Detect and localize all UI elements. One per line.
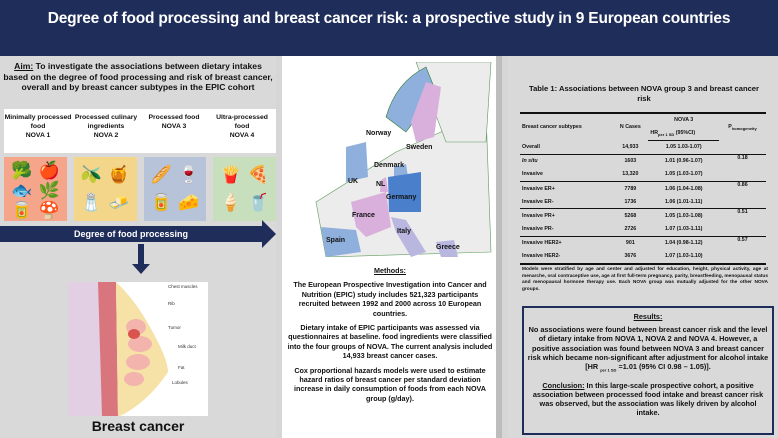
table-row [520,195,766,209]
hr-sub: per 1 SD [658,131,675,137]
food-tiles [4,157,276,221]
label-chest-muscles: Chest muscles [168,284,198,289]
label-tumor: Tumor [168,325,181,330]
food-icon: 🍄 [38,201,60,220]
cell-p: 0.86 [719,181,766,195]
map-label-nl: NL [376,181,386,188]
breast-cancer-title: Breast cancer [91,418,185,434]
nova-category-2 [72,109,140,153]
cell-subtype: Overall [522,143,540,150]
results-text-2: =1.01 (95% CI 0.98 – 1.05)]. [616,362,711,372]
food-tile-nova-1 [4,157,67,221]
cell-n: 13,320 [622,171,639,178]
cell-n: 1736 [624,198,637,205]
cell-p [719,250,766,264]
cell-n: 14,933 [622,143,639,150]
cell-n: 7789 [612,181,648,195]
category-name: Minimally processed food [4,114,72,130]
conclusion-body: In this large-scale prospective cohort, a positive association between processed food intake and breast cancer risk was observed, but the association was likely driven by alcohol intake. [532,380,764,418]
food-icon: 🌿 [38,181,60,200]
processing-arrow: Degree of food processing [0,226,262,242]
table-row [520,140,766,154]
map-label-greece: Greece [436,244,460,251]
conclusion-text [527,381,769,418]
methods-text [286,266,494,408]
breast-diagram [68,282,208,416]
cell-n: 901 [612,236,648,250]
table-row [520,168,766,182]
col-subtype: Breast cancer subtypes [520,113,612,140]
results-text-1: No associations were found between breast cancer risk and the level of dietary intake from NOVA 1, NOVA 2 and NOVA 4. However, a positive association was found between NOVA 3 and breast cancer risk which became non-significant after adjustment for alcohol intake [HR [527,325,769,372]
nova-category-4 [208,109,276,153]
results-table [520,112,766,265]
cell-subtype: In situ [520,154,612,168]
table-row [520,223,766,237]
aim-panel [0,56,276,438]
cell-p [719,140,766,154]
cell-hr: 1.06 (1.04-1.08) [648,181,719,195]
food-icon: 🐟 [11,181,33,200]
cell-hr: 1.05 (1.03-1.08) [648,209,719,223]
cell-hr: 1.05 1.03-1.07) [665,144,702,151]
cell-subtype: Invasive [522,171,543,178]
food-icon: 🍟 [220,165,242,184]
food-icon: 🥦 [11,161,33,180]
map-label-france: France [352,212,375,219]
cell-p [719,195,766,209]
cell-subtype: Invasive ER- [522,198,554,205]
table-row [520,236,766,250]
table-notes: Models were stratified by age and center and adjusted for education, height, physical activity, age at menarche, oral contraceptive use, age at first full-term pregnancy, parity, breastfeeding, menopausal status and menopausal hormone therapy use. Each NOVA group was mutually adjusted for the other NOVA groups. [522,267,768,292]
category-group: NOVA 3 [161,123,187,130]
methods-paragraph: Dietary intake of EPIC participants was assessed via questionnaires at baseline. food ingredients were classified into the four groups of NOVA. The current analysis included 14,933 breast cancer cases. [287,323,493,361]
aim-label: Aim: [14,61,34,71]
category-name: Processed food [148,114,200,121]
table-row [520,209,766,223]
food-icon: 🧈 [108,193,130,212]
cell-n: 3676 [612,250,648,264]
results-panel [508,56,778,438]
label-milk-duct: Milk duct [178,344,196,349]
food-icon: 🫒 [80,165,103,184]
results-box [522,306,774,435]
map-label-italy: Italy [397,228,412,235]
label-rib: Rib [168,301,175,306]
results-sub: per 1 SD [600,367,617,373]
cell-hr: 1.04 (0.98-1.12) [648,236,719,250]
map-label-spain: Spain [326,237,346,244]
cell-subtype: Invasive PR+ [520,209,612,223]
cell-p: 0.51 [719,209,766,223]
cell-p: 0.57 [719,236,766,250]
arrow-head-icon [262,220,276,248]
hr-label: HR [650,129,659,136]
cell-p: 0.18 [719,154,766,168]
poster-title: Degree of food processing and breast cancer risk: a prospective study in 9 European countries [0,0,778,56]
conclusion-label: Conclusion: [542,380,585,390]
food-icon: 🍕 [247,165,269,184]
p-sub: homogeneity [731,125,757,131]
category-name: Ultra-processed food [216,114,268,130]
label-lobules: Lobules [172,380,188,385]
food-icon: 🍷 [177,165,200,184]
cell-hr: 1.06 (1.01-1.11) [664,198,703,205]
results-text [527,325,769,374]
map-label-denmark: Denmark [374,162,404,169]
category-group: NOVA 2 [93,132,119,139]
methods-panel [282,56,502,438]
table-row [520,154,766,168]
table-title: Table 1: Associations between NOVA group 3 and breast cancer risk [529,84,759,103]
nova-categories [4,109,276,153]
cell-hr: 1.07 (1.03-1.10) [648,250,719,264]
cell-n: 1603 [612,154,648,168]
food-icon: 🥫 [11,201,33,220]
cell-p [719,168,766,182]
category-name: Processed culinary ingredients [74,114,138,130]
methods-paragraph: The European Prospective Investigation into Cancer and Nutrition (EPIC) study includes 521,323 participants recruited between 1992 and 2000 across 10 European countries. [293,280,487,318]
food-icon: 🥤 [247,193,269,212]
nova-category-1 [4,109,72,153]
map-label-uk: UK [348,178,359,185]
col-hr [648,127,719,141]
food-tile-nova-3 [144,157,207,221]
breast-anatomy-illustration [68,282,208,416]
cell-n: 5268 [612,209,648,223]
down-arrow-head-icon [132,264,150,274]
cell-subtype: Invasive HER2+ [520,236,612,250]
cell-hr: 1.07 (1.03-1.11) [664,226,703,233]
category-group: NOVA 1 [25,132,51,139]
map-label-sweden: Sweden [406,144,433,151]
cell-p [719,223,766,237]
food-icon: 🍦 [220,193,242,212]
methods-title: Methods: [374,266,406,275]
down-arrow-icon [138,244,144,266]
cell-hr: 1.01 (0.96-1.07) [648,154,719,168]
col-nova3: NOVA 3 [648,113,719,127]
map-label-norway: Norway [366,130,392,137]
food-icon: 🧀 [177,193,200,212]
cell-subtype: Invasive PR- [522,226,554,233]
food-icon: 🥫 [150,193,172,212]
food-icon: 🍎 [38,161,60,180]
nova-category-3 [140,109,208,153]
results-title: Results: [633,312,663,321]
col-p-homogeneity [719,113,766,140]
category-group: NOVA 4 [229,132,255,139]
food-icon: 🍯 [108,165,130,184]
cell-subtype: Invasive HER2- [520,250,612,264]
cell-subtype: Invasive ER+ [520,181,612,195]
aim-body: To investigate the associations between dietary intakes based on the degree of food processing and risk of breast cancer, overall and by breast cancer subtypes in the EPIC cohort [3,61,273,92]
food-tile-nova-4 [213,157,276,221]
cell-hr: 1.05 (1.03-1.07) [664,171,703,178]
europe-map [286,62,496,257]
food-tile-nova-2 [74,157,137,221]
label-fat: Fat [178,365,185,370]
p-label: P [728,123,732,130]
aim-text [2,61,274,93]
map-label-germany: Germany [386,194,417,201]
food-icon: 🧂 [80,193,103,212]
col-n-cases: N Cases [612,113,648,140]
cell-n: 2726 [624,226,637,233]
table-row [520,181,766,195]
hr-ci: (95%CI) [674,129,696,136]
food-icon: 🥖 [150,165,172,184]
map-shapes [286,62,496,257]
table-row [520,250,766,264]
methods-paragraph: Cox proportional hazards models were used to estimate hazard ratios of breast cancer per standard deviation increase in daily consumption of foods from each NOVA group (g/day). [294,365,486,403]
